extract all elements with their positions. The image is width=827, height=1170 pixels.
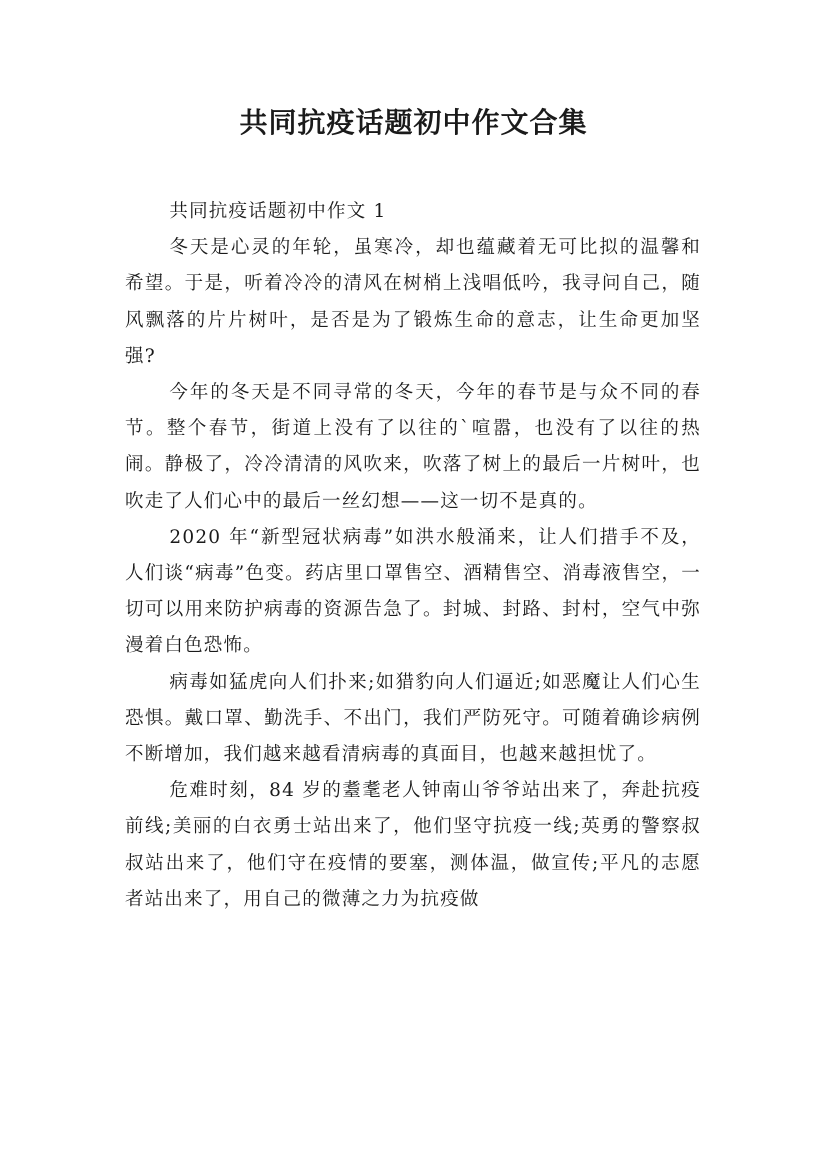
essay-paragraph-3: 2020 年“新型冠状病毒”如洪水般涌来，让人们措手不及，人们谈“病毒”色变。药店里口罩售空、酒精售空、消毒液售空，一切可以用来防护病毒的资源告急了。封城、封路、封村，空气中弥漫着白色恐怖。: [125, 526, 701, 657]
essay-paragraph-5: 危难时刻，84 岁的耋耄老人钟南山爷爷站出来了，奔赴抗疫前线;美丽的白衣勇士站出来了，他们坚守抗疫一线;英勇的警察叔叔站出来了，他们守在疫情的要塞，测体温，做宣传;平凡的志愿者站出来了，用自己的微薄之力为抗疫做: [125, 780, 701, 910]
essay-body: [125, 194, 701, 918]
essay-heading: 共同抗疫话题初中作文 1: [169, 201, 387, 222]
essay-paragraph-1: 冬天是心灵的年轮，虽寒冷，却也蕴藏着无可比拟的温馨和希望。于是，听着冷冷的清风在树梢上浅唱低吟，我寻问自己，随风飘落的片片树叶，是否是为了锻炼生命的意志，让生命更加坚强?: [125, 237, 701, 367]
essay-paragraph-2: 今年的冬天是不同寻常的冬天，今年的春节是与众不同的春节。整个春节，街道上没有了以往的`喧嚣，也没有了以往的热闹。静极了，冷冷清清的风吹来，吹落了树上的最后一片树叶，也吹走了人们心中的最后一丝幻想——这一切不是真的。: [125, 382, 701, 512]
essay-paragraph-4: 病毒如猛虎向人们扑来;如猎豹向人们逼近;如恶魔让人们心生恐惧。戴口罩、勤洗手、不出门，我们严防死守。可随着确诊病例不断增加，我们越来越看清病毒的真面目，也越来越担忧了。: [125, 671, 701, 766]
page-title: 共同抗疫话题初中作文合集: [239, 106, 588, 139]
